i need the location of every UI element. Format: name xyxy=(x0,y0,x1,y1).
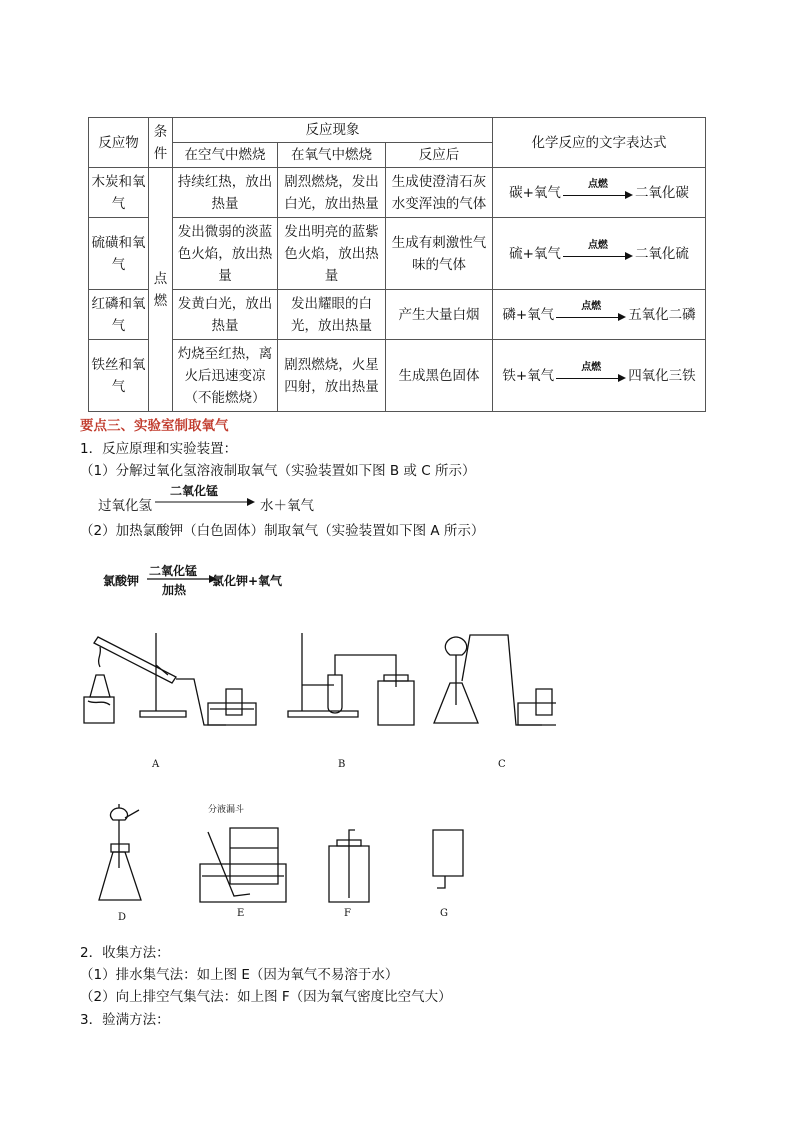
method-1: （1）分解过氧化氢溶液制取氧气（实验装置如下图 B 或 C 所示） xyxy=(80,463,476,479)
air-cell: 持续红热，放出热量 xyxy=(173,168,278,218)
expression-cell xyxy=(493,218,706,290)
apparatus-row-2 xyxy=(95,804,475,914)
funnel-label: 分液漏斗 xyxy=(208,805,245,815)
eq1-catalyst: 二氧化锰 xyxy=(170,484,219,498)
eq2-right: 氯化钾+氧气 xyxy=(212,574,283,588)
eq-right: 二氧化碳 xyxy=(634,184,689,201)
eq2-left: 氯酸钾 xyxy=(103,574,140,588)
arrow-label: 点燃 xyxy=(581,300,602,312)
subsection-1: 1．反应原理和实验装置： xyxy=(80,441,238,457)
reaction-table xyxy=(88,117,706,412)
apparatus-e xyxy=(200,828,286,902)
reaction-arrow xyxy=(556,361,626,386)
header-after: 反应后 xyxy=(386,143,493,168)
eq-right: 二氧化硫 xyxy=(634,245,689,262)
reactant-cell: 红磷和氧气 xyxy=(89,290,149,340)
condition-cell: 点燃 xyxy=(149,168,173,412)
oxygen-cell: 剧烈燃烧，火星四射，放出热量 xyxy=(278,340,386,412)
figure-label-b: B xyxy=(338,759,346,770)
section-heading: 要点三、实验室制取氧气 xyxy=(80,418,229,434)
apparatus-a xyxy=(84,633,256,725)
oxygen-cell: 剧烈燃烧，发出白光，放出热量 xyxy=(278,168,386,218)
apparatus-g xyxy=(433,830,463,888)
eq2-heat: 加热 xyxy=(162,583,187,597)
expression-cell xyxy=(493,340,706,412)
eq-right: 五氧化二磷 xyxy=(628,306,696,323)
header-air: 在空气中燃烧 xyxy=(173,143,278,168)
figure-label-f: F xyxy=(344,908,351,919)
collection-method-1: （1）排水集气法：如上图 E（因为氧气不易溶于水） xyxy=(80,967,399,983)
header-oxygen: 在氧气中燃烧 xyxy=(278,143,386,168)
apparatus-d xyxy=(99,804,141,900)
header-condition: 条件 xyxy=(149,118,173,168)
expression-cell xyxy=(493,290,706,340)
after-cell: 生成黑色固体 xyxy=(386,340,493,412)
apparatus-c xyxy=(434,635,556,725)
air-cell: 灼烧至红热，离火后迅速变凉（不能燃烧） xyxy=(173,340,278,412)
eq1-right: 水＋氧气 xyxy=(260,498,314,514)
table-row xyxy=(89,168,706,218)
figure-label-e: E xyxy=(237,908,245,919)
table-row xyxy=(89,290,706,340)
figure-label-g: G xyxy=(440,908,448,919)
arrow-label: 点燃 xyxy=(587,239,608,251)
eq2-arrow xyxy=(147,573,217,585)
eq1-arrow xyxy=(155,494,255,510)
arrow-label: 点燃 xyxy=(581,361,602,373)
method-2: （2）加热氯酸钾（白色固体）制取氧气（实验装置如下图 A 所示） xyxy=(80,523,485,539)
eq-left: 碳+氧气 xyxy=(509,184,561,201)
after-cell: 生成使澄清石灰水变浑浊的气体 xyxy=(386,168,493,218)
oxygen-cell: 发出耀眼的白光，放出热量 xyxy=(278,290,386,340)
expression-cell xyxy=(493,168,706,218)
apparatus-b xyxy=(288,633,414,725)
header-reactant: 反应物 xyxy=(89,118,149,168)
apparatus-f xyxy=(329,830,369,902)
eq-left: 硫+氧气 xyxy=(509,245,561,262)
arrow-label: 点燃 xyxy=(587,178,608,190)
reaction-arrow xyxy=(556,300,626,325)
reaction-arrow xyxy=(563,178,633,203)
subsection-3: 3．验满方法： xyxy=(80,1012,170,1028)
table-header-row xyxy=(89,118,706,143)
eq-left: 磷+氧气 xyxy=(502,306,555,323)
figure-label-c: C xyxy=(498,759,506,770)
eq1-left: 过氧化氢 xyxy=(98,498,152,514)
figure-label-a: A xyxy=(152,759,160,770)
after-cell: 产生大量白烟 xyxy=(386,290,493,340)
reaction-arrow xyxy=(563,239,633,264)
header-expression: 化学反应的文字表达式 xyxy=(493,118,706,168)
figure-label-d: D xyxy=(118,912,127,923)
eq2-catalyst: 二氧化锰 xyxy=(149,564,198,578)
air-cell: 发出微弱的淡蓝色火焰，放出热量 xyxy=(173,218,278,290)
table-row xyxy=(89,340,706,412)
oxygen-cell: 发出明亮的蓝紫色火焰，放出热量 xyxy=(278,218,386,290)
subsection-2: 2．收集方法： xyxy=(80,945,170,961)
reactant-cell: 铁丝和氧气 xyxy=(89,340,149,412)
after-cell: 生成有刺激性气味的气体 xyxy=(386,218,493,290)
collection-method-2: （2）向上排空气集气法：如上图 F（因为氧气密度比空气大） xyxy=(80,989,452,1005)
reactant-cell: 木炭和氧气 xyxy=(89,168,149,218)
eq-left: 铁+氧气 xyxy=(502,367,555,384)
eq-right: 四氧化三铁 xyxy=(628,367,696,384)
air-cell: 发黄白光，放出热量 xyxy=(173,290,278,340)
header-phenomenon: 反应现象 xyxy=(173,118,493,143)
apparatus-row-1 xyxy=(76,625,556,755)
reactant-cell: 硫磺和氧气 xyxy=(89,218,149,290)
table-row xyxy=(89,218,706,290)
